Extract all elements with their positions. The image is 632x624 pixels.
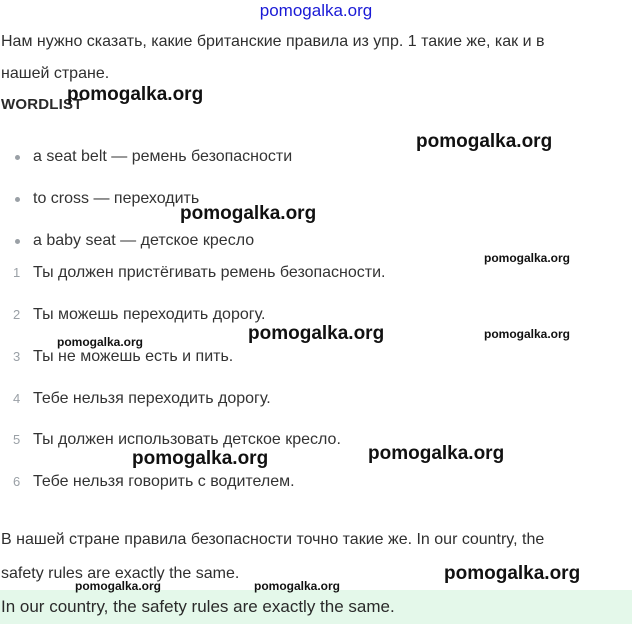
item-number: 3 [13,349,21,364]
item-number: 2 [13,307,21,322]
answer-text: In our country, the safety rules are exactly the same. [1,597,395,616]
watermark: pomogalka.org [180,203,317,224]
numbered-item [0,470,632,494]
item-text: Ты должен пристёгивать ремень безопасности. [33,264,386,281]
bullet-icon [15,155,20,160]
watermark: pomogalka.org [67,84,204,105]
wordlist-title: WORDLIST [1,96,83,113]
conclusion-line-1: В нашей стране правила безопасности точно такие же. In our country, the [1,531,545,548]
numbered-item [0,428,632,452]
watermark: pomogalka.org [248,323,385,344]
item-number: 5 [13,432,21,447]
wordlist-item-text: to cross — переходить [33,190,200,207]
watermark: pomogalka.org [484,251,571,265]
intro-line-2: нашей стране. [1,65,110,82]
conclusion-line-2: safety rules are exactly the same. [1,565,240,582]
bullet-icon [15,197,20,202]
item-text: Тебе нельзя переходить дорогу. [33,390,271,407]
item-text: Ты можешь переходить дорогу. [33,306,266,323]
item-text: Ты не можешь есть и пить. [33,348,234,365]
intro-line-1: Нам нужно сказать, какие британские правила из упр. 1 такие же, как и в [1,33,545,50]
watermark: pomogalka.org [132,448,269,469]
watermark: pomogalka.org [444,563,581,584]
watermark: pomogalka.org [368,443,505,464]
wordlist-item-text: a seat belt — ремень безопасности [33,148,293,165]
item-number: 6 [13,474,21,489]
bullet-icon [15,239,20,244]
watermark: pomogalka.org [57,335,144,349]
item-text: Тебе нельзя говорить с водителем. [33,473,295,490]
wordlist-item-text: a baby seat — детское кресло [33,232,255,249]
item-text: Ты должен использовать детское кресло. [33,431,341,448]
watermark: pomogalka.org [416,131,553,152]
watermark: pomogalka.org [75,579,162,593]
item-number: 1 [13,265,21,280]
numbered-item [0,387,632,411]
item-number: 4 [13,391,21,406]
watermark: pomogalka.org [254,579,341,593]
wordlist-item [0,229,632,253]
header-watermark: pomogalka.org [259,1,373,20]
watermark: pomogalka.org [484,327,571,341]
